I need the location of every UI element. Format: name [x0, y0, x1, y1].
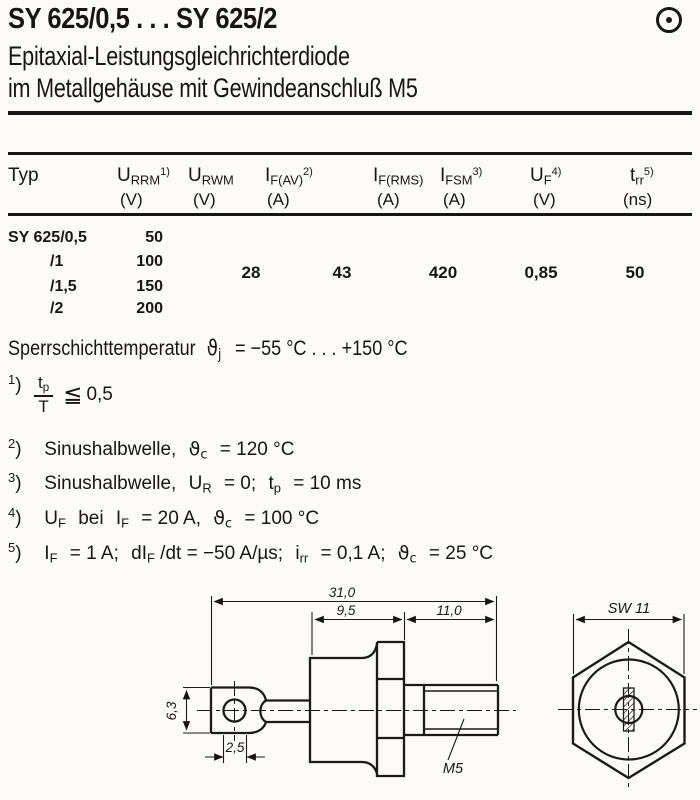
footnote-digit: 4	[8, 505, 16, 520]
merged-value-ifrms: 43	[332, 263, 352, 282]
theta-symbol	[213, 507, 233, 532]
footnote-text: Sinushalbwelle,	[44, 473, 177, 494]
theta-glyph: ϑ	[397, 542, 410, 564]
theta-glyph: ϑ	[188, 438, 201, 460]
dim-label-body-length: 9,5	[336, 603, 356, 618]
table-row-urrm: 50	[145, 229, 163, 246]
symbol-sub: F	[58, 515, 66, 531]
col-header-uf	[530, 165, 561, 188]
table-row-urrm: 100	[136, 253, 163, 270]
dim-label-overall-length: 31,0	[328, 585, 356, 600]
subtitle-line-2: im Metallgehäuse mit Gewindeanschluß M5	[8, 73, 418, 103]
theta-subscript: c	[409, 551, 417, 567]
dim-label-stud-length: 11,0	[436, 603, 462, 618]
symbol-main: I	[44, 543, 50, 564]
footnote-digit: 1	[8, 372, 16, 387]
col-sym: t	[630, 165, 636, 186]
symbol-sub: rr	[299, 550, 309, 566]
footnote-mark	[8, 470, 32, 495]
fraction-denominator: T	[38, 397, 49, 417]
duty-cycle-fraction	[34, 374, 53, 416]
symbol-sub: F	[49, 550, 58, 566]
subtitle-line-1: Epitaxial-Leistungsgleichrichterdiode	[8, 41, 350, 71]
col-unit-urwm: (V)	[193, 190, 216, 209]
junction-temperature-line	[8, 336, 408, 363]
footnote-2	[8, 436, 294, 463]
table-top-rule	[8, 152, 692, 155]
symbol-main: I	[115, 508, 122, 529]
symbol-if	[116, 508, 129, 529]
col-header-trr	[630, 165, 654, 188]
header-divider-rule	[8, 111, 692, 115]
symbol-main: U	[188, 473, 203, 494]
footnote-value: = 10 ms	[293, 473, 362, 494]
theta-symbol	[188, 438, 208, 463]
footnote-1	[8, 372, 113, 418]
theta-glyph: ϑ	[206, 336, 218, 360]
footnote-paren: )	[15, 543, 22, 564]
symbol-main: i	[295, 543, 300, 564]
junction-temperature-value: = −55 °C . . . +150 °C	[234, 337, 408, 360]
col-header-ifrms	[373, 165, 423, 188]
symbol-sub: F	[121, 515, 129, 531]
table-row-typ: /1,5	[50, 278, 77, 295]
table-row-urrm: 200	[136, 300, 163, 317]
col-header-typ: Typ	[8, 165, 39, 186]
dim-label-lug-height: 6,3	[164, 701, 179, 721]
footnote-paren: )	[15, 439, 22, 460]
junction-temperature-label: Sperrschichttemperatur	[8, 337, 196, 360]
hex-head-end-view	[558, 601, 697, 789]
theta-subscript: c	[200, 447, 208, 463]
theta-symbol	[397, 542, 417, 567]
footnote-mark	[8, 436, 32, 461]
col-header-urwm	[188, 165, 234, 188]
footnote-value: = 25 °C	[428, 543, 494, 564]
col-sub: RRM	[130, 172, 161, 188]
package-side-view	[164, 585, 516, 777]
merged-value-ifav: 28	[241, 263, 261, 282]
footnote-value: = 0,1 A;	[320, 543, 386, 564]
lug-section-slot	[624, 688, 635, 731]
col-unit-uf: (V)	[533, 190, 556, 209]
symbol-uf	[44, 508, 66, 529]
footnote-text: Sinushalbwelle,	[44, 439, 177, 460]
footnote-text: bei	[78, 508, 104, 529]
table-header-rule	[8, 213, 692, 216]
table-row-typ: /2	[50, 300, 64, 317]
symbol-main: U	[44, 508, 59, 529]
col-sym: U	[188, 165, 202, 186]
col-header-ifsm	[440, 165, 482, 188]
footnote-value: = 1 A;	[69, 543, 119, 564]
symbol-main: dI	[131, 543, 147, 564]
col-sub: rr	[635, 172, 644, 188]
theta-symbol	[206, 336, 222, 363]
merged-value-trr: 50	[625, 263, 645, 282]
col-footnote-mark: 3)	[472, 165, 483, 178]
circled-dot-icon	[656, 7, 682, 33]
col-sym: I	[440, 165, 446, 186]
col-sym: I	[265, 165, 271, 186]
col-sym: U	[117, 165, 131, 186]
col-sub: FSM	[445, 172, 473, 188]
symbol-irr	[295, 543, 308, 564]
col-sub: F(RMS)	[378, 172, 424, 188]
table-row-typ: /1	[50, 253, 64, 270]
col-sub: F(AV)	[270, 172, 304, 188]
footnote-5	[8, 540, 493, 567]
col-footnote-mark: 4)	[551, 165, 562, 178]
thread-size-label: M5	[442, 761, 464, 777]
theta-subscript: j	[217, 346, 222, 363]
theta-glyph: ϑ	[213, 507, 226, 529]
footnote-paren: )	[15, 473, 22, 494]
footnote-value: = 100 °C	[244, 508, 320, 529]
dimension-lines	[183, 596, 497, 763]
merged-value-uf: 0,85	[524, 263, 558, 282]
col-sub: F	[543, 172, 552, 188]
footnote-value: = 0;	[223, 473, 257, 494]
symbol-main: t	[268, 473, 274, 494]
col-unit-trr: (ns)	[623, 190, 653, 209]
footnote-paren: )	[15, 375, 22, 396]
col-unit-ifsm: (A)	[443, 190, 466, 209]
symbol-if	[44, 543, 57, 564]
col-unit-ifrms: (A)	[377, 190, 400, 209]
col-footnote-mark: 1)	[160, 165, 170, 178]
footnote-digit: 3	[8, 470, 16, 485]
symbol-tp	[268, 473, 280, 494]
col-sub: RWM	[201, 172, 234, 188]
symbol-t-sub: p	[42, 382, 50, 395]
footnote-4	[8, 505, 319, 532]
symbol-ur	[189, 473, 212, 494]
fraction-numerator	[34, 374, 53, 397]
wrench-size-label: SW 11	[607, 601, 651, 617]
table-row-typ: SY 625/0,5	[8, 229, 87, 246]
symbol-dif	[131, 543, 155, 564]
symbol-sub: p	[273, 480, 281, 496]
col-sym: I	[373, 165, 379, 186]
footnote-mark	[8, 540, 32, 565]
circled-dot-icon-center	[666, 17, 672, 23]
footnote-3	[8, 470, 361, 496]
dim-label-hole-diameter: 2,5	[225, 740, 245, 755]
col-unit-ifav: (A)	[267, 190, 290, 209]
footnote-digit: 5	[8, 540, 16, 555]
less-equal-symbol: ≦	[63, 382, 83, 408]
footnote-paren: )	[15, 508, 22, 529]
col-header-urrm	[117, 165, 170, 188]
col-footnote-mark: 5)	[643, 165, 654, 178]
col-unit-urrm: (V)	[120, 190, 143, 209]
footnote-digit: 2	[8, 436, 16, 451]
symbol-sub: R	[202, 480, 212, 496]
table-row-urrm: 150	[136, 278, 163, 295]
diode-body	[310, 642, 498, 776]
thread-leader-line	[448, 719, 464, 760]
col-footnote-mark: 2)	[303, 165, 313, 178]
col-sym: U	[530, 165, 544, 186]
footnote-mark	[8, 505, 32, 530]
footnote-mark	[8, 372, 32, 397]
symbol-t: t	[38, 372, 43, 392]
package-outline-drawing	[0, 570, 700, 800]
footnote-1-value: 0,5	[86, 384, 113, 405]
theta-subscript: c	[225, 516, 233, 532]
symbol-sub: F	[147, 550, 155, 566]
footnote-value: = 120 °C	[219, 439, 295, 460]
hex-flange	[377, 642, 404, 776]
page-title: SY 625/0,5 . . . SY 625/2	[8, 3, 277, 35]
footnote-value: = 20 A,	[141, 508, 201, 529]
footnote-value: /dt = −50 A/µs;	[160, 543, 284, 564]
merged-value-ifsm: 420	[428, 263, 458, 282]
col-header-ifav	[265, 165, 313, 188]
